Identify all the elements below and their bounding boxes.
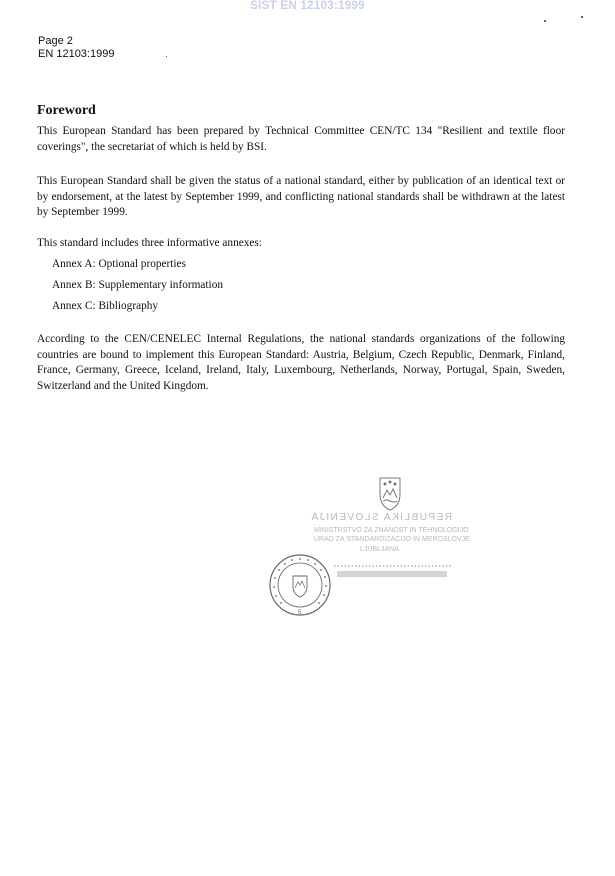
- annex-item: Annex C: Bibliography: [52, 300, 159, 312]
- watermark: SIST EN 12103:1999: [250, 0, 365, 12]
- round-seal-icon: [270, 555, 330, 615]
- official-stamp: [262, 470, 502, 620]
- svg-text:MINISTRSTVO ZA ZNANOST IN TEHN: MINISTRSTVO ZA ZNANOST IN TEHNOLOGIJO: [314, 527, 469, 534]
- page-header: [38, 35, 114, 61]
- annex-item: Annex B: Supplementary information: [52, 279, 223, 291]
- paragraph-status: This European Standard shall be given the status of a national standard, either by publication of an identical text or by endorsement, at the latest by September 1999, and conflicting national standards shall be withdrawn at the latest by September 1999.: [37, 175, 565, 218]
- svg-text:LJUBLJANA: LJUBLJANA: [360, 546, 399, 553]
- paragraph-countries: According to the CEN/CENELEC Internal Regulations, the national standards organizations of the following countries are bound to implement this European Standard: Austria, Belgium, Czech Republic, Denmark, Finland, France, Germany, Greece, Iceland, Ireland, Italy, Luxembourg, Netherlands, Norway, Portugal, Spain, Sweden, Switzerland and the United Kingdom.: [37, 333, 565, 392]
- svg-text:URAD ZA STANDARDIZACIJO IN MER: URAD ZA STANDARDIZACIJO IN MEROSLOVJE: [314, 536, 470, 543]
- scan-speck: [581, 16, 583, 18]
- annex-item: Annex A: Optional properties: [52, 258, 186, 270]
- svg-text:5: 5: [298, 610, 302, 616]
- scan-speck: [166, 56, 167, 57]
- foreword-heading: Foreword: [37, 103, 96, 118]
- paragraph-annexes-intro: This standard includes three informative annexes:: [37, 237, 262, 249]
- paragraph-committee: This European Standard has been prepared by Technical Committee CEN/TC 134 "Resilient and textile floor coverings", the secretariat of which is held by BSI.: [37, 125, 565, 153]
- standard-number: EN 12103:1999: [38, 48, 115, 60]
- page-number: Page 2: [38, 35, 73, 47]
- svg-text:REPUBLIKA SLOVENIJA: REPUBLIKA SLOVENIJA: [310, 512, 452, 523]
- coat-of-arms-icon: [380, 478, 400, 510]
- scan-speck: [544, 20, 546, 22]
